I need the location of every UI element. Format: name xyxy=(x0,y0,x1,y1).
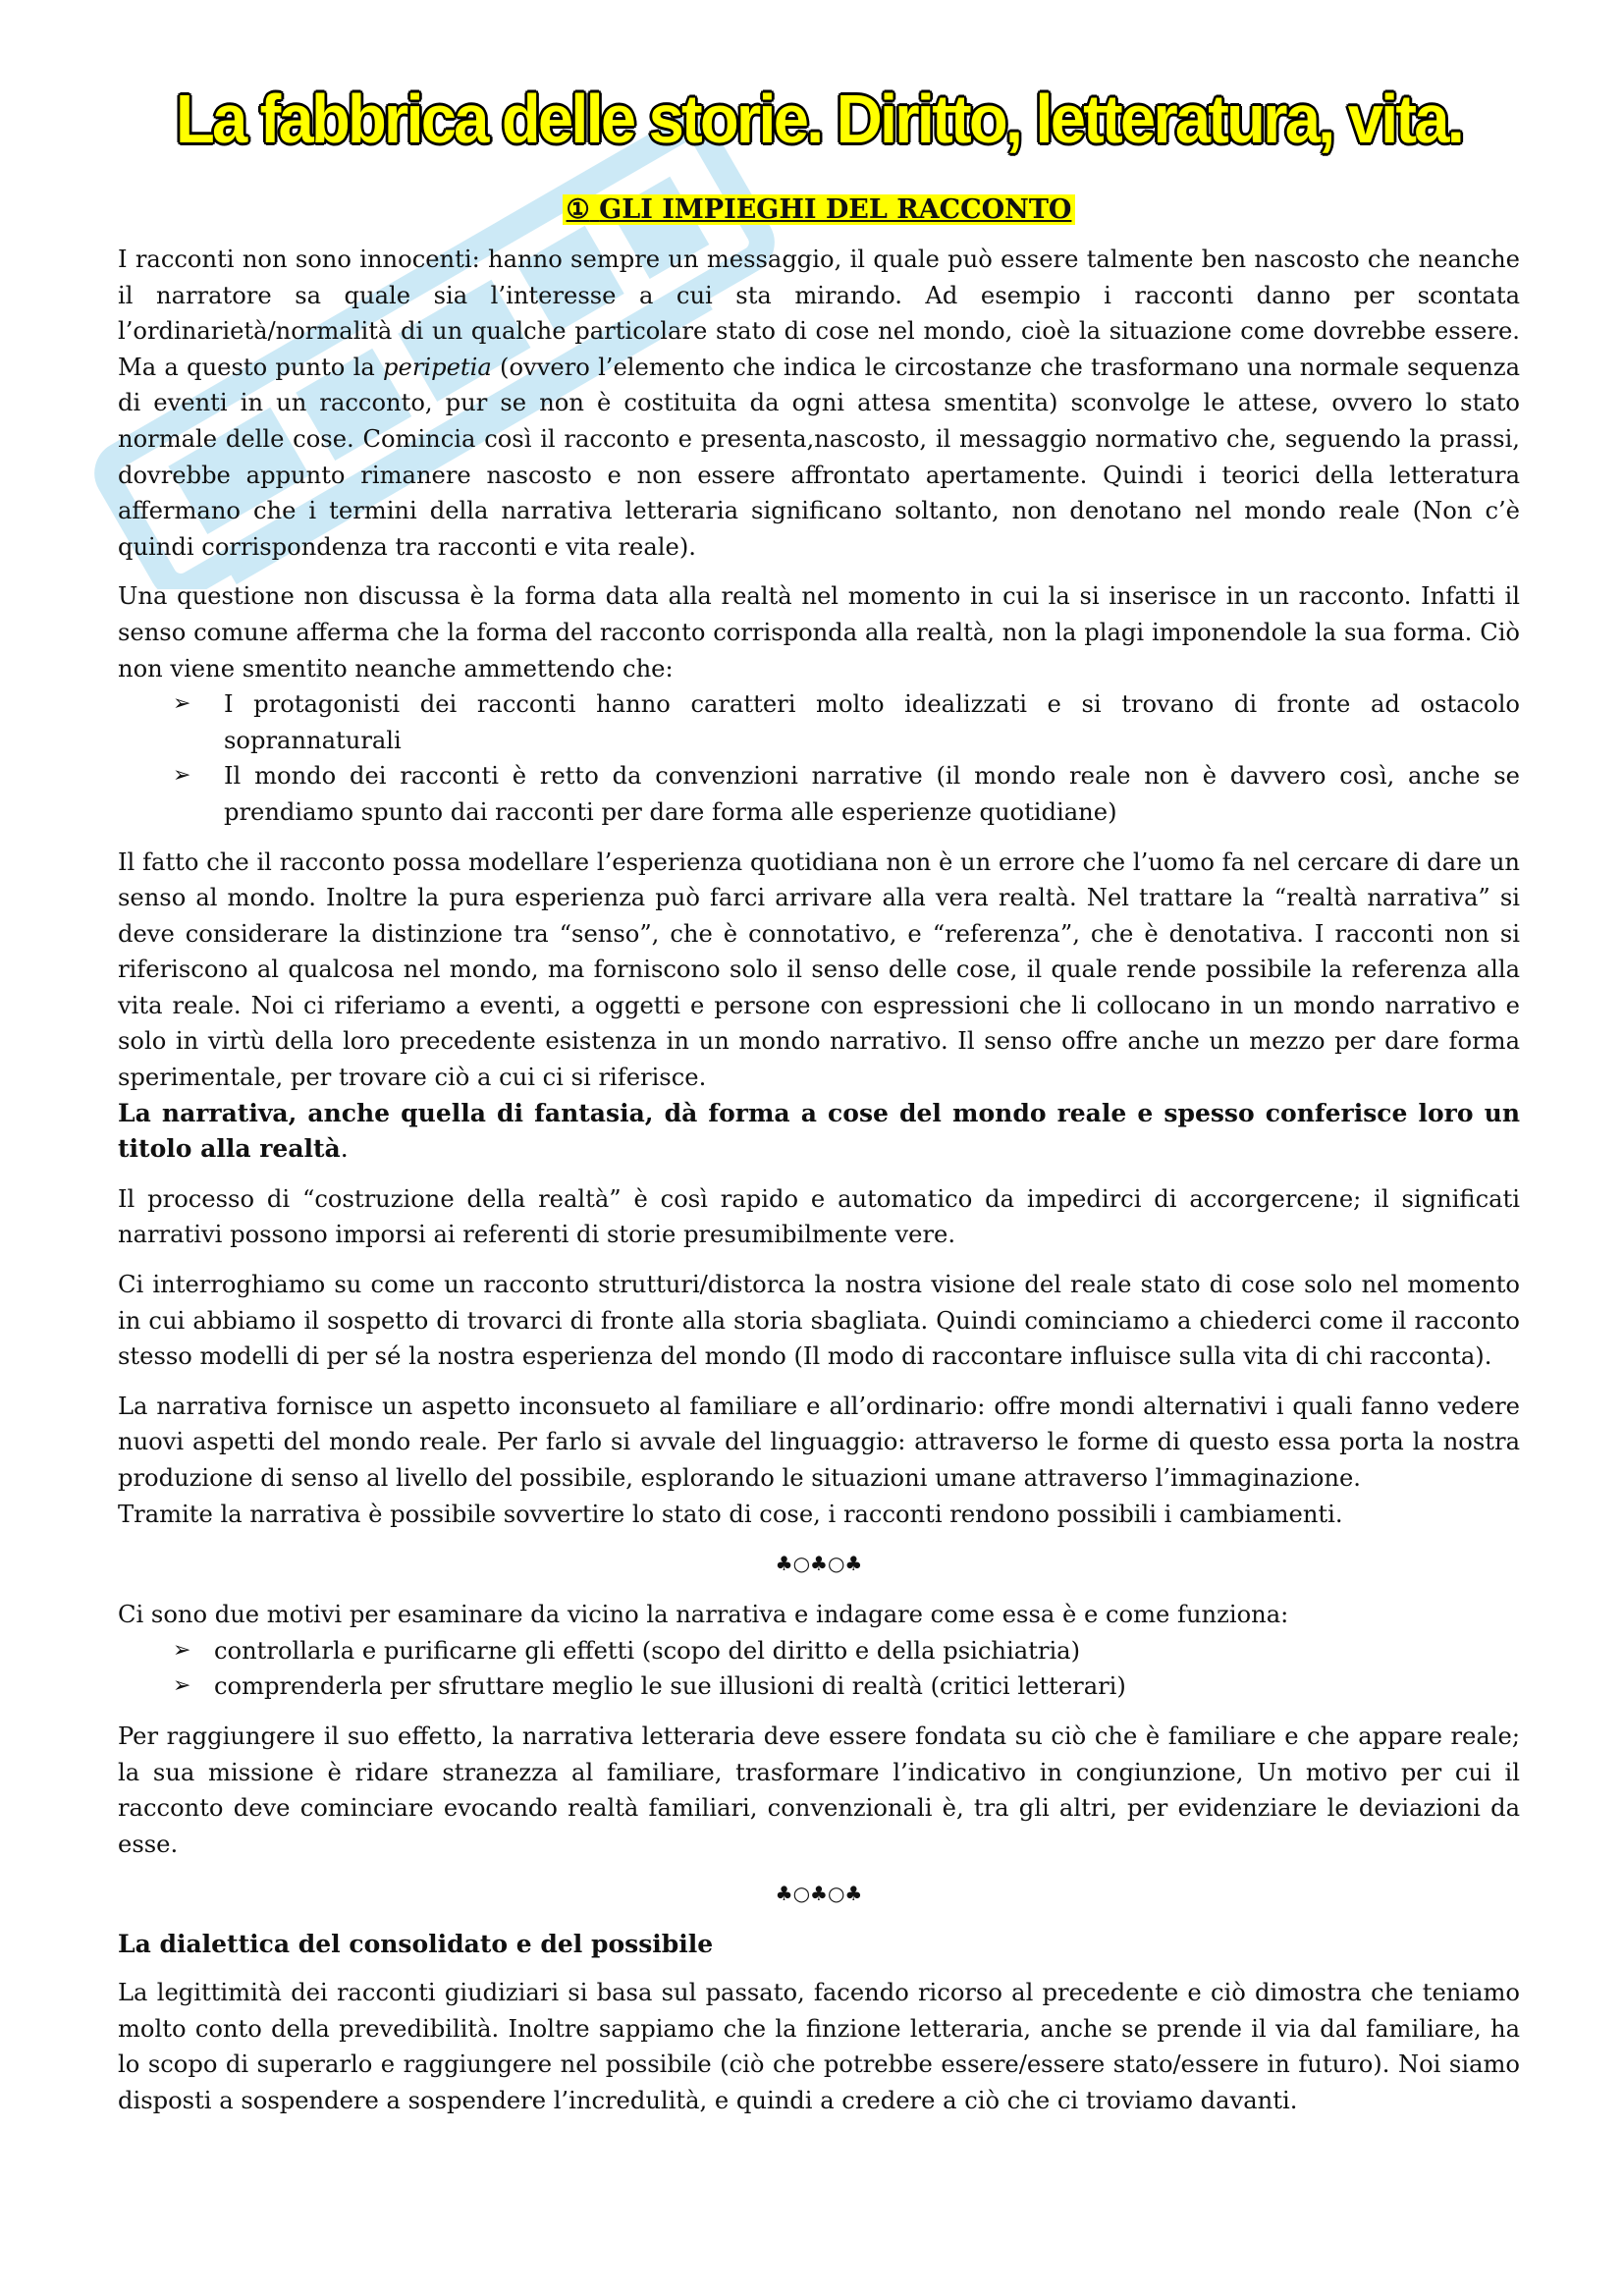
section-number: ① xyxy=(566,194,590,225)
paragraph-3-bold xyxy=(118,1096,1520,1168)
page-title: La fabbrica delle storie. Diritto, letteratura, vita. xyxy=(175,81,1463,157)
separator-ornament: ♣○♣○♣ xyxy=(775,1882,863,1906)
arrow-bullet-icon: ➢ xyxy=(173,763,191,789)
document-content xyxy=(118,77,1520,2132)
list-item-text: comprenderla per sfruttare meglio le sue illusioni di realtà (critici letterari) xyxy=(214,1672,1126,1701)
paragraph-4: Il processo di “costruzione della realtà” è così rapido e automatico da impedirci di accorgercene; il significati narrativi possono imporsi ai referenti di storie presumibilmente vere. xyxy=(118,1184,1520,1249)
paragraph-8: Per raggiungere il suo effetto, la narrativa letteraria deve essere fondata su ciò che è familiare e che appare reale; la sua missione è ridare stranezza al familiare, trasformare l’indicativo in congiunzione, Un motivo per cui il racconto deve cominciare evocando realtà familiari, convenzionali è, tra gli altri, per evidenziare le deviazioni da esse. xyxy=(118,1722,1520,1858)
arrow-bullet-icon: ➢ xyxy=(173,691,191,717)
paragraph-6b: Tramite la narrativa è possibile sovvertire lo stato di cose, i racconti rendono possibili i cambiamenti. xyxy=(118,1500,1343,1528)
paragraph-9: La legittimità dei racconti giudiziari si basa sul passato, facendo ricorso al precedente e ciò dimostra che teniamo molto conto della prevedibilità. Inoltre sappiamo che la finzione letteraria, anche se prende il via dal familiare, ha lo scopo di superarlo e raggiungere nel possibile (ciò che potrebbe essere/essere stato/essere in futuro). Noi siamo disposti a sospendere a sospendere l’incredulità, e quindi a credere a ciò che ci troviamo davanti. xyxy=(118,1978,1520,2114)
list-item xyxy=(173,686,1520,758)
list-item-text: I protagonisti dei racconti hanno caratteri molto idealizzati e si trovano di fronte ad ostacolo soprannaturali xyxy=(224,690,1520,754)
separator-ornament: ♣○♣○♣ xyxy=(775,1552,863,1576)
section-title-text: GLI IMPIEGHI DEL RACCONTO xyxy=(599,194,1072,225)
arrow-bullet-icon: ➢ xyxy=(173,1637,191,1663)
list-item-text: controllarla e purificarne gli effetti (scopo del diritto e della psichiatria) xyxy=(214,1636,1081,1665)
paragraph-7: Ci sono due motivi per esaminare da vicino la narrativa e indagare come essa è e come funziona: xyxy=(118,1601,1289,1629)
arrow-bullet-icon: ➢ xyxy=(173,1673,191,1699)
section-heading xyxy=(118,191,1520,230)
bullet-list-1 xyxy=(118,686,1520,830)
list-item xyxy=(173,1668,1520,1705)
list-item xyxy=(173,758,1520,830)
paragraph-3-bold-end: . xyxy=(340,1134,349,1164)
paragraph-1-part-a: I racconti non sono innocenti: hanno sempre un messaggio, il quale può essere talmente ben nascosto che neanche il narratore sa quale sia l’interesse a cui sta mirando. Ad esempio i racconti danno per scontata l’ordinarietà/normalità di un qualche particolare stato di cose nel mondo, cioè la situazione come dovrebbe essere. Ma a questo punto la xyxy=(118,246,1520,381)
paragraph-1-emphasis: peripetia xyxy=(383,353,492,381)
paragraph-2: Una questione non discussa è la forma data alla realtà nel momento in cui la si inserisce in un racconto. Infatti il senso comune afferma che la forma del racconto corrisponda alla realtà, non la plagi imponendole la sua forma. Ciò non viene smentito neanche ammettendo che: xyxy=(118,582,1520,683)
paragraph-5: Ci interroghiamo su come un racconto strutturi/distorca la nostra visione del reale stato di cose solo nel momento in cui abbiamo il sospetto di trovarci di fronte alla storia sbagliata. Quindi cominciamo a chiederci come il racconto stesso modelli di per sé la nostra esperienza del mondo (Il modo di raccontare influisce sulla vita di chi racconta). xyxy=(118,1271,1520,1371)
subsection-heading: La dialettica del consolidato e del possibile xyxy=(118,1930,714,1959)
paragraph-1 xyxy=(118,242,1520,565)
paragraph-1-part-b: (ovvero l’elemento che indica le circostanze che trasformano una normale sequenza di eventi in un racconto, pur se non è costituita da ogni attesa smentita) sconvolge le attese, ovvero lo stato normale delle cose. Comincia così il racconto e presenta,nascosto, il messaggio normativo che, seguendo la prassi, dovrebbe appunto rimanere nascosto e non essere affrontato apertamente. Quindi i teorici della letteratura affermano che i termini della narrativa letteraria significano soltanto, non denotano nel mondo reale (Non c’è quindi corrispondenza tra racconti e vita reale). xyxy=(118,353,1520,561)
list-item xyxy=(173,1633,1520,1669)
paragraph-3-bold-text: La narrativa, anche quella di fantasia, dà forma a cose del mondo reale e spesso conferisce loro un titolo alla realtà xyxy=(118,1098,1520,1164)
paragraph-6: La narrativa fornisce un aspetto inconsueto al familiare e all’ordinario: offre mondi alternativi i quali fanno vedere nuovi aspetti del mondo reale. Per farlo si avvale del linguaggio: attraverso le forme di questo essa porta la nostra produzione di senso al livello del possibile, esplorando le situazioni umane attraverso l’immaginazione. xyxy=(118,1392,1520,1492)
paragraph-3: Il fatto che il racconto possa modellare l’esperienza quotidiana non è un errore che l’uomo fa nel cercare di dare un senso al mondo. Inoltre la pura esperienza può farci arrivare alla vera realtà. Nel trattare la “realtà narrativa” si deve considerare la distinzione tra “senso”, che è connotativo, e “referenza”, che è denotativa. I racconti non si riferiscono al qualcosa nel mondo, ma forniscono solo il senso delle cose, il quale rende possibile la referenza alla vita reale. Noi ci riferiamo a eventi, a oggetti e persone con espressioni che li collocano in un mondo narrativo e solo in virtù della loro precedente esistenza in un mondo narrativo. Il senso offre anche un mezzo per dare forma sperimentale, per trovare ciò a cui ci si riferisce. xyxy=(118,847,1520,1092)
list-item-text: Il mondo dei racconti è retto da convenzioni narrative (il mondo reale non è davvero così, anche se prendiamo spunto dai racconti per dare forma alle esperienze quotidiane) xyxy=(224,762,1520,826)
bullet-list-2 xyxy=(118,1633,1520,1705)
section-heading-highlight xyxy=(563,194,1076,225)
